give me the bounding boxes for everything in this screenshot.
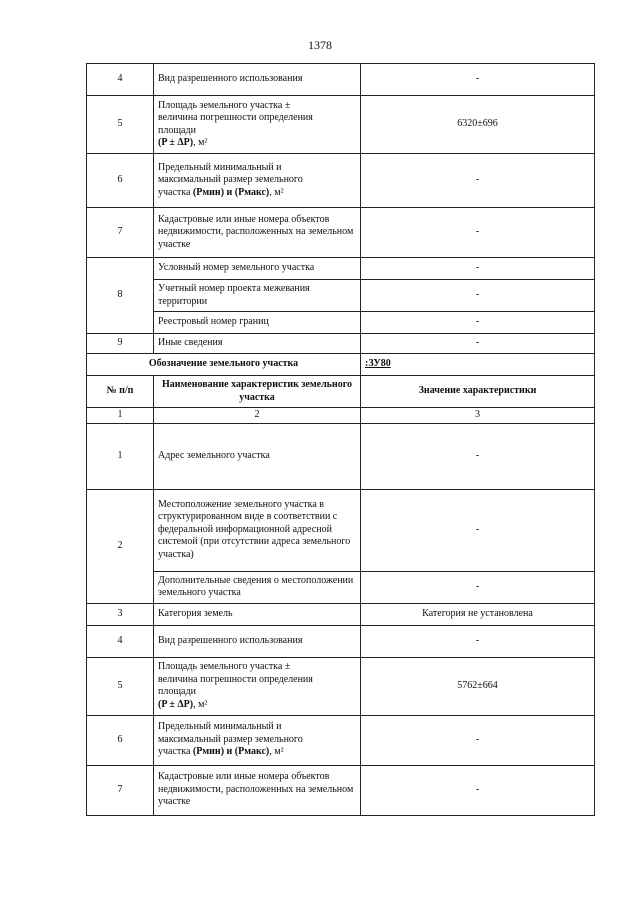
characteristic-value: -	[361, 423, 595, 489]
characteristic-name: Вид разрешенного использования	[154, 625, 361, 657]
table-row	[87, 312, 595, 334]
row-number: 2	[87, 489, 154, 603]
land-plot-table	[86, 63, 595, 816]
characteristic-name: Иные сведения	[154, 334, 361, 354]
characteristic-value: -	[361, 489, 595, 571]
table-row	[87, 154, 595, 208]
row-number: 8	[87, 258, 154, 334]
row-number: 5	[87, 96, 154, 154]
characteristic-value: -	[361, 154, 595, 208]
characteristic-value: -	[361, 258, 595, 280]
row-number: 6	[87, 154, 154, 208]
header-value: Значение характеристики	[361, 376, 595, 408]
characteristic-value: Категория не установлена	[361, 603, 595, 625]
page-number: 1378	[308, 38, 332, 52]
designation-label: Обозначение земельного участка	[87, 354, 361, 376]
table-row	[87, 258, 595, 280]
row-number: 3	[87, 603, 154, 625]
characteristic-name: Адрес земельного участка	[154, 423, 361, 489]
characteristic-value: -	[361, 334, 595, 354]
characteristic-value: -	[361, 571, 595, 603]
row-number: 9	[87, 334, 154, 354]
characteristic-name: Площадь земельного участка ± величина погрешности определения площади (P ± ΔP), м²	[154, 96, 361, 154]
table-row	[87, 657, 595, 715]
characteristic-value: -	[361, 765, 595, 815]
characteristic-value: -	[361, 625, 595, 657]
table-row	[87, 765, 595, 815]
column-number: 2	[154, 408, 361, 424]
characteristic-name: Предельный минимальный и максимальный размер земельного участка (Рмин) и (Рмакс), м²	[154, 715, 361, 765]
column-numbers-row	[87, 408, 595, 424]
table-header-row	[87, 376, 595, 408]
characteristic-name: Кадастровые или иные номера объектов недвижимости, расположенных на земельном участке	[154, 765, 361, 815]
designation-value: :ЗУ80	[361, 354, 595, 376]
characteristic-name: Вид разрешенного использования	[154, 64, 361, 96]
table-row	[87, 571, 595, 603]
characteristic-name: Реестровый номер границ	[154, 312, 361, 334]
characteristic-value: -	[361, 312, 595, 334]
characteristic-name: Дополнительные сведения о местоположении земельного участка	[154, 571, 361, 603]
table-row	[87, 96, 595, 154]
characteristic-name: Кадастровые или иные номера объектов недвижимости, расположенных на земельном участке	[154, 208, 361, 258]
row-number: 4	[87, 64, 154, 96]
table-row	[87, 64, 595, 96]
characteristic-value: -	[361, 208, 595, 258]
characteristic-name: Площадь земельного участка ± величина погрешности определения площади (P ± ΔP), м²	[154, 657, 361, 715]
row-number: 7	[87, 208, 154, 258]
row-number: 7	[87, 765, 154, 815]
table-row	[87, 280, 595, 312]
row-number: 6	[87, 715, 154, 765]
characteristic-name: Учетный номер проекта межевания территории	[154, 280, 361, 312]
column-number: 1	[87, 408, 154, 424]
characteristic-value: -	[361, 64, 595, 96]
header-name: Наименование характеристик земельного участка	[154, 376, 361, 408]
column-number: 3	[361, 408, 595, 424]
characteristic-name: Условный номер земельного участка	[154, 258, 361, 280]
table-row	[87, 423, 595, 489]
characteristic-value: 6320±696	[361, 96, 595, 154]
table-row	[87, 334, 595, 354]
table-row	[87, 603, 595, 625]
characteristic-value: 5762±664	[361, 657, 595, 715]
table-row	[87, 625, 595, 657]
characteristic-value: -	[361, 715, 595, 765]
characteristic-name: Категория земель	[154, 603, 361, 625]
table-row	[87, 489, 595, 571]
characteristic-name: Предельный минимальный и максимальный размер земельного участка (Рмин) и (Рмакс), м²	[154, 154, 361, 208]
table-row	[87, 208, 595, 258]
row-number: 5	[87, 657, 154, 715]
characteristic-name: Местоположение земельного участка в структурированном виде в соответствии с федеральной информационной адресной системой (при отсутствии адреса земельного участка)	[154, 489, 361, 571]
header-number: № п/п	[87, 376, 154, 408]
designation-row	[87, 354, 595, 376]
row-number: 1	[87, 423, 154, 489]
table-row	[87, 715, 595, 765]
characteristic-value: -	[361, 280, 595, 312]
row-number: 4	[87, 625, 154, 657]
